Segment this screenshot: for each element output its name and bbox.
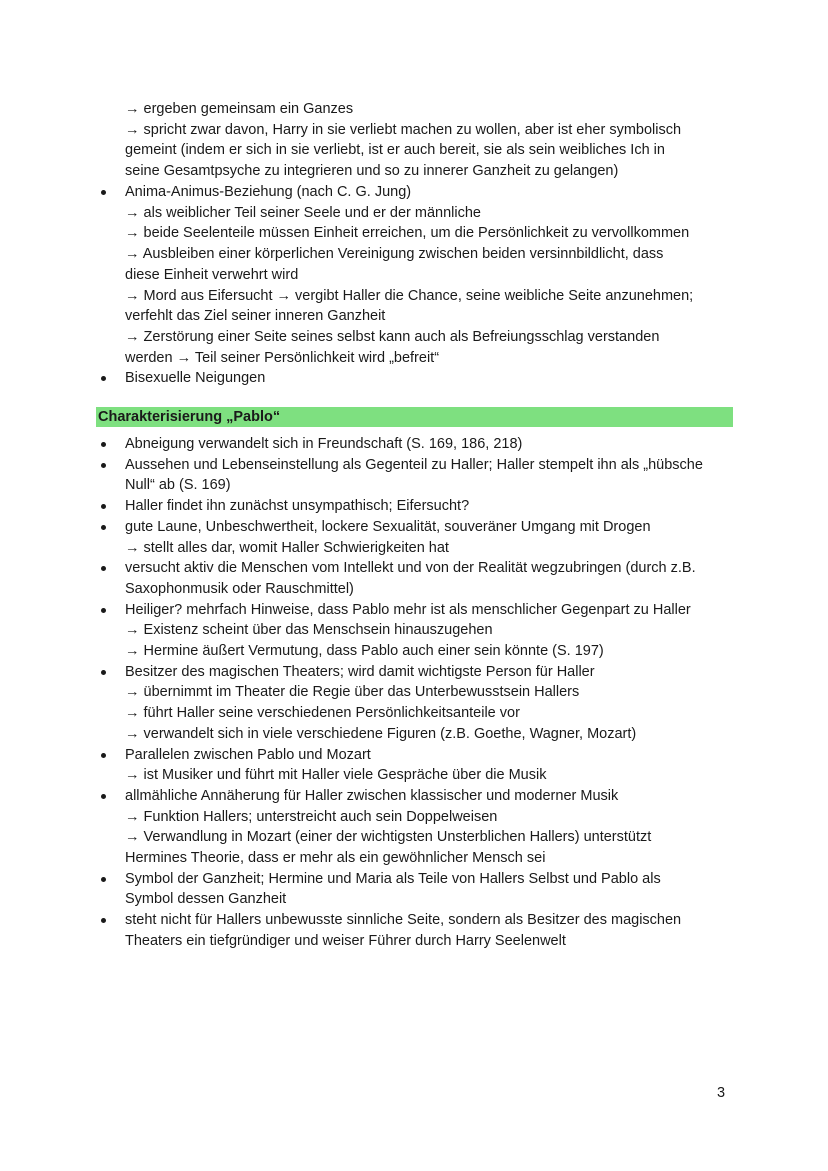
text-line: → ist Musiker und führt mit Haller viele Gespräche über die Musik bbox=[125, 767, 547, 784]
list-item bbox=[98, 558, 738, 599]
page-number: 3 bbox=[717, 1085, 726, 1101]
list-item bbox=[98, 182, 738, 368]
text-line: → spricht zwar davon, Harry in sie verliebt machen zu wollen, aber ist eher symbolisch bbox=[125, 121, 682, 138]
bullet-icon bbox=[101, 918, 106, 923]
text-line: → ergeben gemeinsam ein Ganzes bbox=[125, 101, 354, 117]
text-line: Besitzer des magischen Theaters; wird damit wichtigste Person für Haller bbox=[125, 663, 595, 680]
text-line: → als weiblicher Teil seiner Seele und er der männliche bbox=[125, 204, 481, 221]
text-line: Anima-Animus-Beziehung (nach C. G. Jung) bbox=[125, 184, 412, 200]
text-line: gute Laune, Unbeschwertheit, lockere Sexualität, souveräner Umgang mit Drogen bbox=[125, 518, 651, 535]
list-item bbox=[98, 368, 738, 389]
text-line: → Ausbleiben einer körperlichen Vereinigung zwischen beiden versinnbildlicht, dass bbox=[125, 246, 664, 263]
text-line: Heiliger? mehrfach Hinweise, dass Pablo mehr ist als menschlicher Gegenpart zu Haller bbox=[125, 601, 691, 618]
text-line: → Zerstörung einer Seite seines selbst kann auch als Befreiungsschlag verstanden bbox=[125, 328, 660, 345]
bullet-icon bbox=[101, 877, 106, 882]
list-item bbox=[98, 662, 738, 745]
text-line: gemeint (indem er sich in sie verliebt, ist er auch bereit, sie als sein weibliches Ich in bbox=[125, 142, 665, 159]
bullet-icon bbox=[101, 376, 106, 381]
text-line: steht nicht für Hallers unbewusste sinnliche Seite, sondern als Besitzer des magischen bbox=[125, 912, 682, 929]
bullet-icon bbox=[101, 566, 106, 571]
text-line: Parallelen zwischen Pablo und Mozart bbox=[125, 746, 371, 763]
list-item bbox=[98, 869, 738, 910]
bullet-icon bbox=[101, 794, 106, 799]
bullet-icon bbox=[101, 670, 106, 675]
text-line: Saxophonmusik oder Rauschmittel) bbox=[125, 580, 354, 597]
list-item bbox=[98, 745, 738, 786]
text-line: Bisexuelle Neigungen bbox=[125, 370, 266, 387]
section-heading: Charakterisierung „Pablo“ bbox=[96, 407, 733, 427]
bullet-list-anima bbox=[98, 182, 738, 389]
text-line: → führt Haller seine verschiedenen Persönlichkeitsanteile vor bbox=[125, 705, 520, 722]
text-line: Null“ ab (S. 169) bbox=[125, 477, 231, 494]
text-line: seine Gesamtpsyche zu integrieren und so zu innerer Ganzheit zu gelangen) bbox=[125, 163, 619, 180]
text-line: → Mord aus Eifersucht → vergibt Haller die Chance, seine weibliche Seite anzunehmen; bbox=[125, 287, 694, 304]
text-line: allmähliche Annäherung für Haller zwischen klassischer und moderner Musik bbox=[125, 787, 619, 804]
text-line: Abneigung verwandelt sich in Freundschaft (S. 169, 186, 218) bbox=[125, 436, 523, 452]
bullet-icon bbox=[101, 504, 106, 509]
list-item bbox=[98, 600, 738, 662]
bullet-icon bbox=[101, 525, 106, 530]
list-item bbox=[98, 517, 738, 558]
list-item bbox=[98, 496, 738, 517]
list-item bbox=[98, 434, 738, 455]
bullet-icon bbox=[101, 753, 106, 758]
text-line: → beide Seelenteile müssen Einheit erreichen, um die Persönlichkeit zu vervollkommen bbox=[125, 225, 690, 242]
bullet-icon bbox=[101, 190, 106, 195]
list-item bbox=[98, 455, 738, 496]
text-line: → Verwandlung in Mozart (einer der wichtigsten Unsterblichen Hallers) unterstützt bbox=[125, 829, 652, 846]
text-line: → verwandelt sich in viele verschiedene Figuren (z.B. Goethe, Wagner, Mozart) bbox=[125, 725, 637, 742]
text-line: Theaters ein tiefgründiger und weiser Führer durch Harry Seelenwelt bbox=[125, 932, 566, 949]
text-line: Hermines Theorie, dass er mehr als ein gewöhnlicher Mensch sei bbox=[125, 850, 546, 867]
bullet-list-pablo bbox=[98, 434, 738, 952]
text-line: Symbol dessen Ganzheit bbox=[125, 891, 287, 908]
list-item bbox=[98, 910, 738, 951]
bullet-icon bbox=[101, 442, 106, 447]
text-line: verfehlt das Ziel seiner inneren Ganzheit bbox=[125, 308, 386, 325]
text-line: werden → Teil seiner Persönlichkeit wird „befreit“ bbox=[125, 349, 440, 366]
text-line: → Hermine äußert Vermutung, dass Pablo auch einer sein könnte (S. 197) bbox=[125, 643, 604, 660]
list-item bbox=[98, 786, 738, 869]
text-line: Aussehen und Lebenseinstellung als Gegenteil zu Haller; Haller stempelt ihn als „hübsche bbox=[125, 456, 703, 473]
bullet-icon bbox=[101, 608, 106, 613]
bullet-icon bbox=[101, 463, 106, 468]
text-line: → Funktion Hallers; unterstreicht auch sein Doppelweisen bbox=[125, 808, 498, 825]
text-line: → übernimmt im Theater die Regie über das Unterbewusstsein Hallers bbox=[125, 684, 580, 701]
intro-continuation bbox=[125, 99, 735, 182]
text-line: Symbol der Ganzheit; Hermine und Maria als Teile von Hallers Selbst und Pablo als bbox=[125, 870, 661, 887]
text-line: → Existenz scheint über das Menschsein hinauszugehen bbox=[125, 622, 493, 639]
text-line: diese Einheit verwehrt wird bbox=[125, 266, 299, 283]
text-line: → stellt alles dar, womit Haller Schwierigkeiten hat bbox=[125, 539, 449, 556]
text-line: Haller findet ihn zunächst unsympathisch; Eifersucht? bbox=[125, 498, 470, 515]
text-line: versucht aktiv die Menschen vom Intellekt und von der Realität wegzubringen (durch z.B. bbox=[125, 560, 696, 577]
